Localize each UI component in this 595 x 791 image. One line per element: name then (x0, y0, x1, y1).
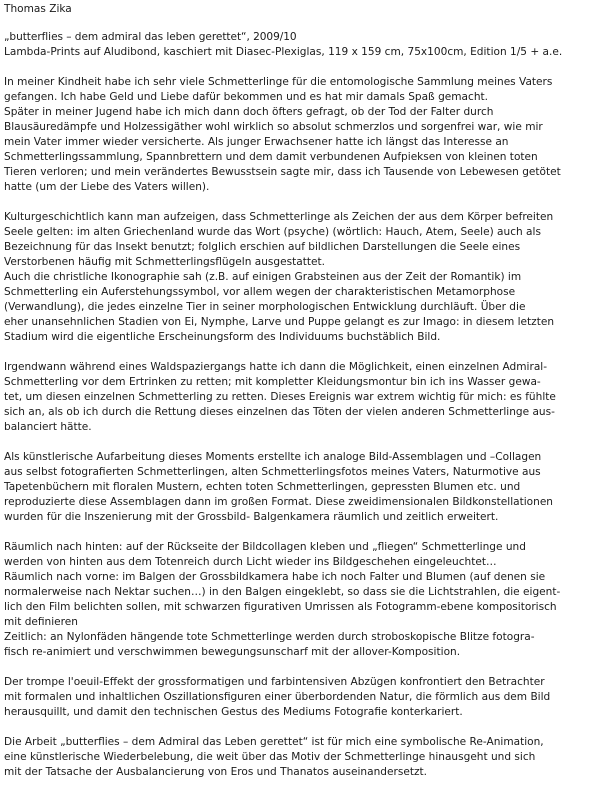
spacer (4, 720, 592, 735)
paragraph-line: Räumlich nach vorne: im Balgen der Grossbildkamera habe ich noch Falter und Blumen (auf denen sie (4, 571, 546, 583)
paragraph-line: Seele gelten: im alten Griechenland wurde das Wort (psyche) (wörtlich: Hauch, Atem, Seele) auch als (4, 226, 541, 238)
paragraph-line: balanciert hätte. (4, 421, 92, 433)
document-page (4, 0, 592, 780)
paragraph-line: sich an, als ob ich durch die Rettung dieses einzelnen das Töten der vielen anderen Schmetterlinge aus- (4, 406, 555, 418)
spacer (4, 15, 592, 30)
paragraph-line: Bezeichnung für das Insekt benutzt; folglich erschien auf bildlichen Darstellungen die Seele eines (4, 241, 521, 253)
paragraph-line: wurden für die Inszenierung mit der Grossbild- Balgenkamera räumlich und zeitlich erweitert. (4, 511, 499, 523)
spacer (4, 195, 592, 210)
paragraph-line: mein Vater immer wieder versicherte. Als junger Erwachsener hatte ich längst das Interesse an (4, 136, 509, 148)
paragraph-line: Später in meiner Jugend habe ich mich dann doch öfters gefragt, ob der Tod der Falter durch (4, 106, 494, 118)
spacer (4, 435, 592, 450)
paragraph-line: mit definieren (4, 616, 78, 628)
artwork-edition: Lambda-Prints auf Aludibond, kaschiert mit Diasec-Plexiglas, 119 x 159 cm, 75x100cm, Edition 1/5 + a.e. (4, 46, 563, 58)
paragraph-line: Der trompe l'oeuil-Effekt der grossformatigen und farbintensiven Abzügen konfrontiert den Betrachter (4, 676, 545, 688)
paragraph-line: Stadium wird die eigentliche Erscheinungsform des Individuums buchstäblich Bild. (4, 331, 441, 343)
paragraph-line: Irgendwann während eines Waldspaziergangs hatte ich dann die Möglichkeit, einen einzelnen Admiral- (4, 361, 548, 373)
paragraph-line: gefangen. Ich habe Geld und Liebe dafür bekommen und es hat mir damals Spaß gemacht. (4, 91, 489, 103)
paragraph-line: Verstorbenen häufig mit Schmetterlingsflügeln ausgestattet. (4, 256, 325, 268)
paragraph-line: Kulturgeschichtlich kann man aufzeigen, dass Schmetterlinge als Zeichen der aus dem Körper befreiten (4, 211, 554, 223)
paragraph-line: werden von hinten aus dem Totenreich durch Licht wieder ins Bildgeschehen eingeleuchtet… (4, 556, 497, 568)
paragraph-line: Blausäuredämpfe und Holzessigäther wohl wirklich so absolut schmerzlos und sorgenfrei war, wie mir (4, 121, 543, 133)
paragraph-4 (4, 450, 592, 525)
paragraph-line: aus selbst fotografierten Schmetterlingen, alten Schmetterlingsfotos meines Vaters, Naturmotive aus (4, 466, 541, 478)
paragraph-line: Tieren verloren; und mein verändertes Bewusstsein sagte mir, dass ich Tausende von Lebewesen getötet (4, 166, 561, 178)
artwork-title: „butterflies – dem admiral das leben gerettet“, 2009/10 (4, 31, 297, 43)
paragraph-1 (4, 75, 592, 195)
author-name: Thomas Zika (4, 3, 72, 15)
paragraph-line: tet, um diesen einzelnen Schmetterling zu retten. Dieses Ereignis war extrem wichtig für mich: es fühlte (4, 391, 556, 403)
body-text (4, 75, 592, 780)
paragraph-line: Schmetterlingssammlung, Spannbrettern und dem damit verbundenen Aufpieksen von kleinen toten (4, 151, 538, 163)
spacer (4, 60, 592, 75)
paragraph-line: reproduzierte diese Assemblagen dann im großen Format. Diese zweidimensionalen Bildkonstellationen (4, 496, 554, 508)
spacer (4, 660, 592, 675)
paragraph-line: Auch die christliche Ikonographie sah (z.B. auf einigen Grabsteinen aus der Zeit der Romantik) im (4, 271, 522, 283)
paragraph-7 (4, 735, 592, 780)
paragraph-line: hatte (um der Liebe des Vaters willen). (4, 181, 210, 193)
paragraph-line: eine künstlerische Wiederbelebung, die weit über das Motiv der Schmetterlinge hinausgeht und sich (4, 751, 536, 763)
paragraph-line: Schmetterling vor dem Ertrinken zu retten; mit kompletter Kleidungsmontur bin ich ins Wasser gewa- (4, 376, 541, 388)
paragraph-line: Tapetenbüchern mit floralen Mustern, echten toten Schmetterlingen, gepressten Blumen etc. und (4, 481, 521, 493)
paragraph-line: Die Arbeit „butterflies – dem Admiral das Leben gerettet“ ist für mich eine symbolische Re-Animation, (4, 736, 544, 748)
paragraph-line: Zeitlich: an Nylonfäden hängende tote Schmetterlinge werden durch stroboskopische Blitze fotogra- (4, 631, 535, 643)
paragraph-line: lich den Film belichten sollen, mit schwarzen figurativen Umrissen als Fotogramm-ebene kompositorisch (4, 601, 557, 613)
paragraph-2 (4, 210, 592, 345)
paragraph-3 (4, 360, 592, 435)
paragraph-line: Schmetterling ein Auferstehungssymbol, vor allem wegen der charakteristischen Metamorphose (4, 286, 516, 298)
paragraph-line: mit formalen und inhaltlichen Oszillationsfiguren einer überbordenden Natur, die förmlich aus dem Bild (4, 691, 551, 703)
paragraph-line: Räumlich nach hinten: auf der Rückseite der Bildcollagen kleben und „fliegen“ Schmetterlinge und (4, 541, 526, 553)
spacer (4, 525, 592, 540)
paragraph-6 (4, 675, 592, 720)
paragraph-line: herausquillt, und damit den technischen Gestus des Mediums Fotografie konterkariert. (4, 706, 463, 718)
spacer (4, 345, 592, 360)
paragraph-line: Als künstlerische Aufarbeitung dieses Moments erstellte ich analoge Bild-Assemblagen und –Collagen (4, 451, 542, 463)
paragraph-line: mit der Tatsache der Ausbalancierung von Eros und Thanatos auseinandersetzt. (4, 766, 427, 778)
paragraph-line: normalerweise nach Nektar suchen…) in den Balgen eingeklebt, so dass sie die Lichtstrahlen, die eigent- (4, 586, 561, 598)
paragraph-5 (4, 540, 592, 660)
paragraph-line: In meiner Kindheit habe ich sehr viele Schmetterlinge für die entomologische Sammlung meines Vaters (4, 76, 553, 88)
paragraph-line: (Verwandlung), die jedes einzelne Tier in seiner morphologischen Entwicklung durchläuft. Über die (4, 301, 526, 313)
paragraph-line: fisch re-animiert und verschwimmen bewegungsunscharf mit der allover-Komposition. (4, 646, 461, 658)
paragraph-line: eher unansehnlichen Stadien von Ei, Nymphe, Larve und Puppe gelangt es zur Imago: in diesem letzten (4, 316, 555, 328)
